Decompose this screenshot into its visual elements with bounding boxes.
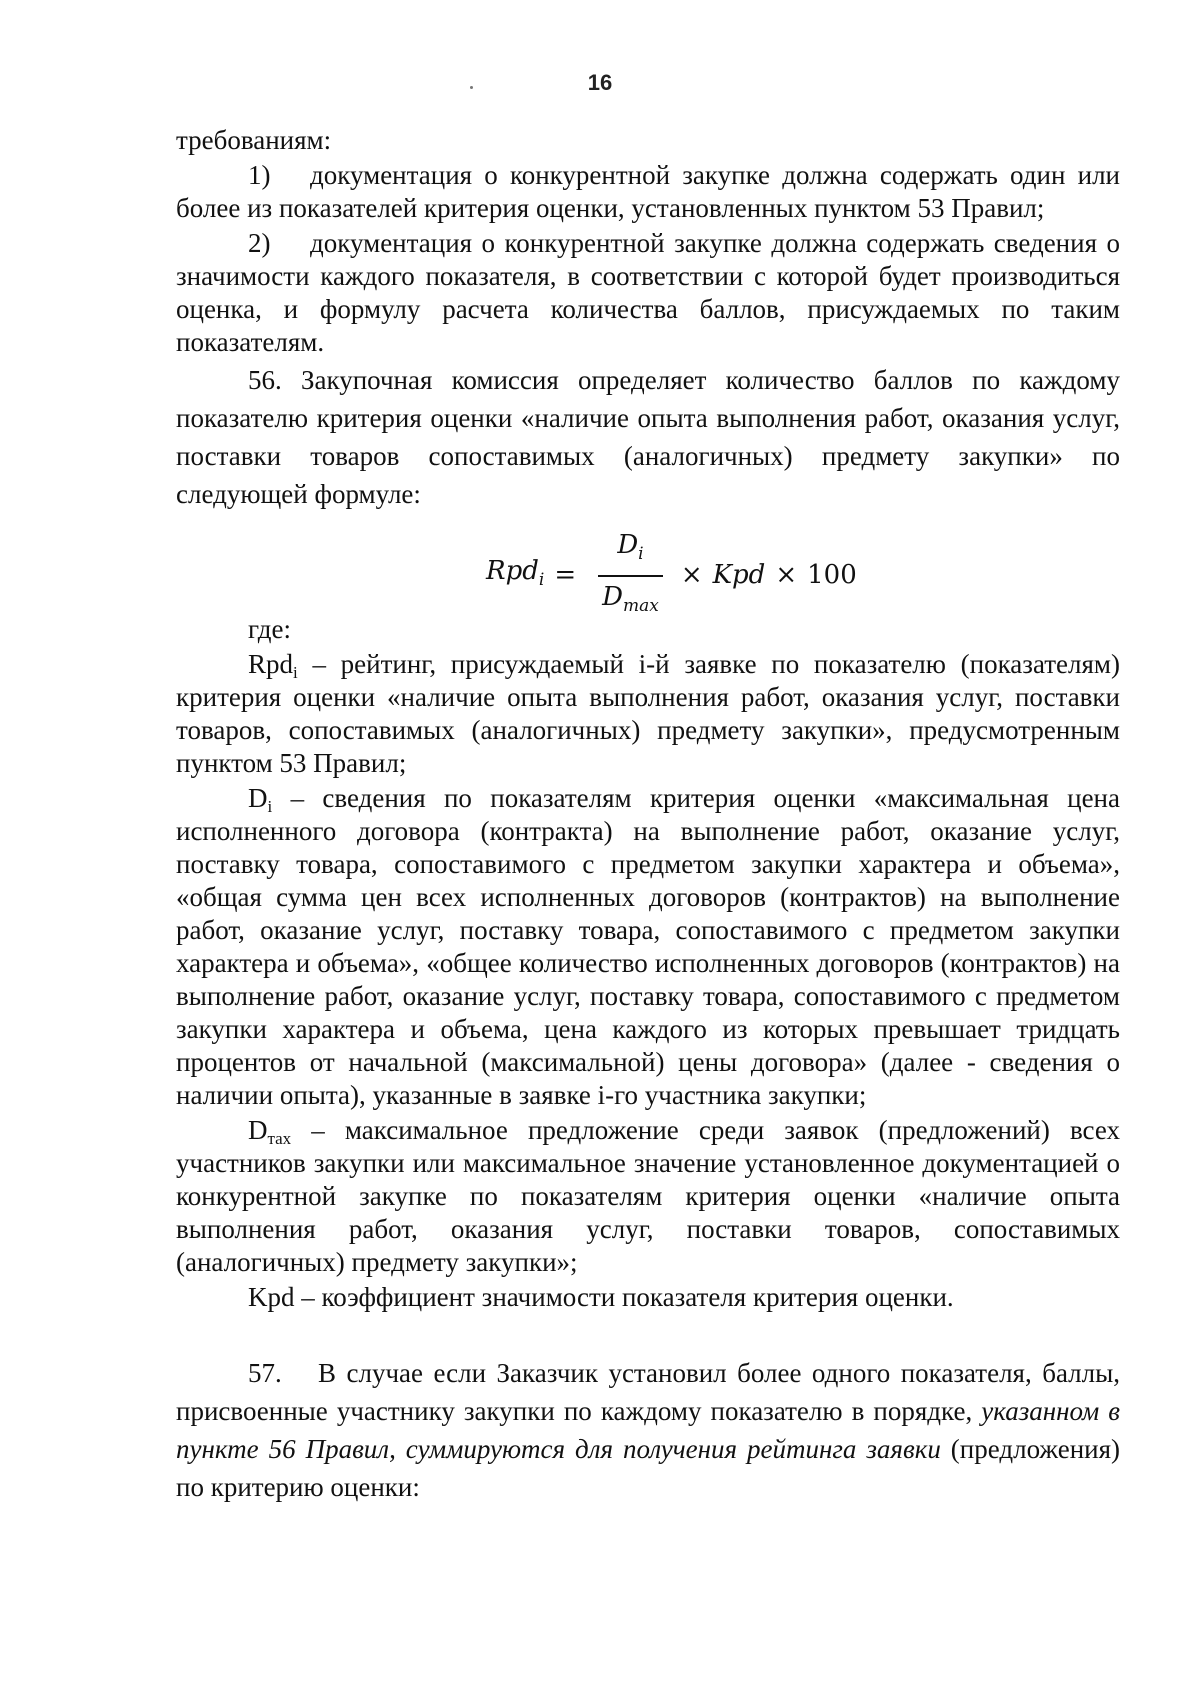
formula-constant: 100 [807, 560, 857, 591]
document-body [176, 124, 1120, 1506]
formula-equals: = [554, 560, 577, 591]
paragraph-57-number: 57. [248, 1358, 282, 1388]
formula-denominator: $D_{max}$ [602, 581, 659, 616]
list-item-1 [176, 159, 1120, 225]
page-number: 16 [587, 70, 613, 95]
list-item-1-text: документация о конкурентной закупке должна содержать один или более из показателей критерия оценки, установленных пунктом 53 Правил; [176, 160, 1120, 223]
formula-coef: Kpd [712, 560, 766, 591]
formula-times-2: × [775, 560, 798, 591]
definition-kpd: Kpd – коэффициент значимости показателя критерия оценки. [248, 1282, 954, 1312]
scan-mark [470, 86, 473, 89]
list-item-1-number: 1) [248, 160, 271, 190]
where-label: где: [248, 614, 291, 644]
formula-lhs: Rpd$_i$ [486, 555, 545, 590]
formula-fraction [598, 529, 663, 623]
definition-dmax: $D_{тах}$ – максимальное предложение среди заявок (предложений) всех участников закупки или максимальное значение установленное документацией о конкурентной закупке по показателям критерия оценки «наличие опыта выполнения работ, оказания услуг, поставки товаров, сопоставимых (аналогичных) предмету закупки»; [176, 1115, 1120, 1277]
definition-d: $D_i$ – сведения по показателям критерия оценки «максимальная цена исполненного договора (контракта) на выполнение работ, оказание услуг, поставку товара, сопоставимого с предметом закупки характера и объема», «общая сумма цен всех исполненных договоров (контрактов) на выполнение работ, оказание услуг, поставку товара, сопоставимого с предметом закупки характера и объема», «общее количество исполненных договоров (контрактов) на выполнение работ, оказание услуг, поставку товара, сопоставимого с предметом закупки характера и объема, цена каждого из которых превышает тридцать процентов от начальной (максимальной) цены договора» (далее - сведения о наличии опыта), указанные в заявке i-го участника закупки; [176, 783, 1120, 1110]
formula-numerator: $D_i$ [617, 530, 644, 564]
paragraph-56: 56. Закупочная комиссия определяет количество баллов по каждому показателю критерия оценки «наличие опыта выполнения работ, оказания услуг, поставки товаров сопоставимых (аналогичных) предмету закупки» по следующей формуле: [176, 365, 1120, 509]
intro-text: требованиям: [176, 125, 332, 155]
rating-formula [176, 513, 1120, 616]
list-item-2-text: документация о конкурентной закупке должна содержать сведения о значимости каждого показателя, в соответствии с которой будет производиться оценка, и формулу расчета количества баллов, присуждаемых по таким показателям. [176, 228, 1120, 357]
definition-rpd: Rpd$_i$ – рейтинг, присуждаемый i-й заявке по показателю (показателям) критерия оценки «наличие опыта выполнения работ, оказания услуг, поставки товаров, сопоставимых (аналогичных) предмету закупки», предусмотренным пунктом 53 Правил; [176, 649, 1120, 778]
list-item-2-number: 2) [248, 228, 271, 258]
formula-times-1: × [680, 560, 703, 591]
list-item-2 [176, 227, 1120, 359]
paragraph-57: 57. В случае если Заказчик установил более одного показателя, баллы, присвоенные участнику закупки по каждому показателю в порядке, указанном в пункте 56 Правил, суммируются для получения рейтинга заявки (предложения) по критерию оценки: [176, 1354, 1120, 1506]
